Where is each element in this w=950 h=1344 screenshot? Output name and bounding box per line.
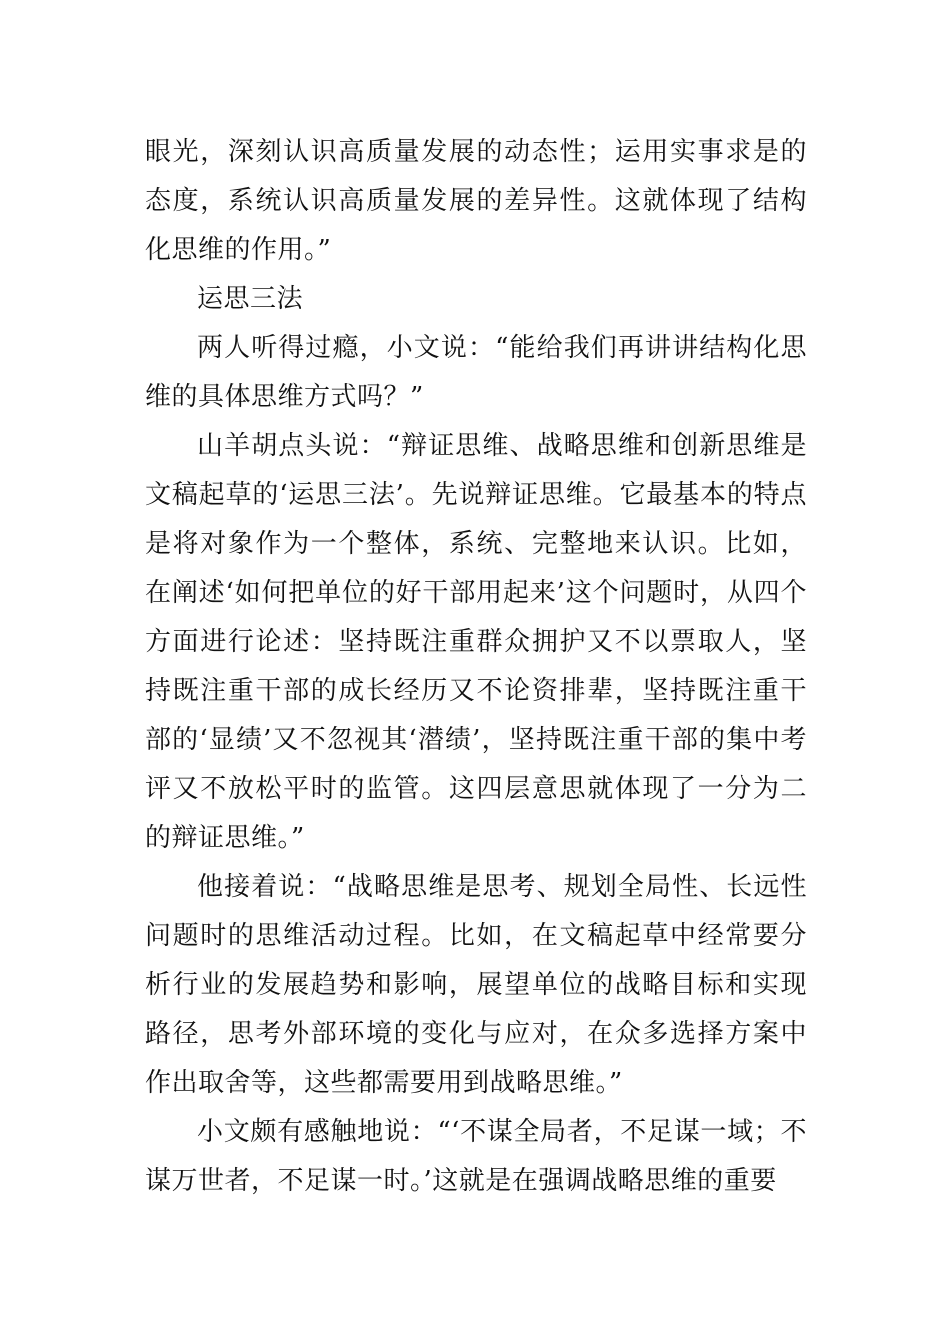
document-body [145,128,807,1206]
paragraph: 他接着说：“战略思维是思考、规划全局性、长远性问题时的思维活动过程。比如，在文稿起草中经常要分析行业的发展趋势和影响，展望单位的战略目标和实现路径，思考外部环境的变化与应对，在众多选择方案中作出取舍等，这些都需要用到战略思维。” [145,872,807,1098]
paragraph: 山羊胡点头说：“辩证思维、战略思维和创新思维是文稿起草的‘运思三法’。先说辩证思维。它最基本的特点是将对象作为一个整体，系统、完整地来认识。比如，在阐述‘如何把单位的好干部用起来’这个问题时，从四个方面进行论述：坚持既注重群众拥护又不以票取人，坚持既注重干部的成长经历又不论资排辈，坚持既注重干部的‘显绩’又不忽视其‘潜绩’，坚持既注重干部的集中考评又不放松平时的监管。这四层意思就体现了一分为二的辩证思维。” [145,431,807,853]
paragraph-continuation: 眼光，深刻认识高质量发展的动态性；运用实事求是的态度，系统认识高质量发展的差异性。这就体现了结构化思维的作用。” [145,137,807,265]
paragraph: 两人听得过瘾，小文说：“能给我们再讲讲结构化思维的具体思维方式吗？” [145,333,807,412]
paragraph: 小文颇有感触地说：“‘不谋全局者，不足谋一域；不谋万世者，不足谋一时。’这就是在强调战略思维的重要 [145,1117,807,1196]
section-heading: 运思三法 [197,284,304,314]
